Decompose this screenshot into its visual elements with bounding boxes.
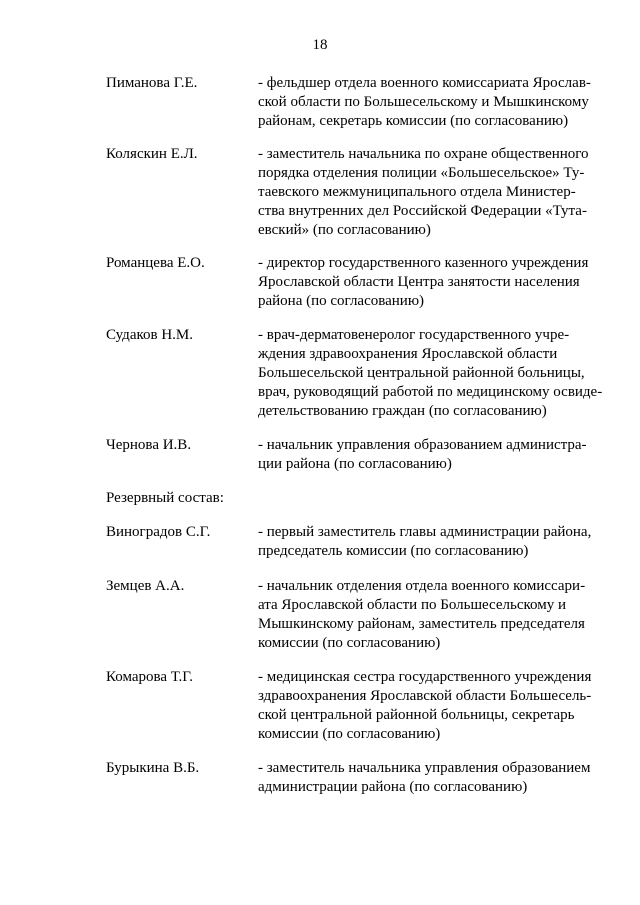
reserve-entry: [106, 759, 610, 797]
member-name: Романцева Е.О.: [106, 255, 205, 271]
member-role: - начальник отделения отдела военного комиссари- ата Ярославской области по Большесельскому и Мышкинскому районам, заместитель председателя комиссии (по согласованию): [258, 578, 586, 651]
member-entry: [106, 326, 610, 421]
member-role: - первый заместитель главы администрации района, председатель комиссии (по согласованию): [258, 524, 592, 559]
member-role: - начальник управления образованием администра- ции района (по согласованию): [258, 437, 587, 472]
member-role: - фельдшер отдела военного комиссариата Ярослав- ской области по Большесельскому и Мышкинскому районам, секретарь комиссии (по согласованию): [258, 75, 591, 129]
member-entry: [106, 145, 610, 240]
member-role: - заместитель начальника управления образованием администрации района (по согласованию): [258, 760, 591, 795]
reserve-section-title: Резервный состав:: [106, 490, 224, 506]
reserve-entry: [106, 668, 610, 744]
member-role: - медицинская сестра государственного учреждения здравоохранения Ярославской области Большесель- ской центральной районной больницы, секретарь комиссии (по согласованию): [258, 669, 592, 742]
member-name: Чернова И.В.: [106, 437, 192, 453]
member-entry: [106, 74, 610, 131]
member-name: Бурыкина В.Б.: [106, 760, 200, 776]
page-number: 18: [312, 37, 328, 53]
member-entry: [106, 436, 610, 474]
member-role: - заместитель начальника по охране общественного порядка отделения полиции «Большесельское» Ту- таевского межмуниципального отдела Министер- ства внутренних дел Российской Федерации «Тута- евский» (по согласованию): [258, 146, 589, 238]
member-role: - директор государственного казенного учреждения Ярославской области Центра занятости населения района (по согласованию): [258, 255, 589, 309]
member-name: Комарова Т.Г.: [106, 669, 193, 685]
commission-list: [106, 74, 610, 797]
member-name: Коляскин Е.Л.: [106, 146, 198, 162]
reserve-entry: [106, 577, 610, 653]
member-entry: [106, 254, 610, 311]
member-name: Пиманова Г.Е.: [106, 75, 198, 91]
member-role: - врач-дерматовенеролог государственного учре- ждения здравоохранения Ярославской области Большесельской центральной районной больницы, врач, руководящий работой по медицинскому освиде- детельствованию граждан (по согласованию): [258, 327, 603, 419]
member-name: Земцев А.А.: [106, 578, 185, 594]
reserve-entry: [106, 523, 610, 561]
member-name: Виноградов С.Г.: [106, 524, 211, 540]
member-name: Судаков Н.М.: [106, 327, 194, 343]
